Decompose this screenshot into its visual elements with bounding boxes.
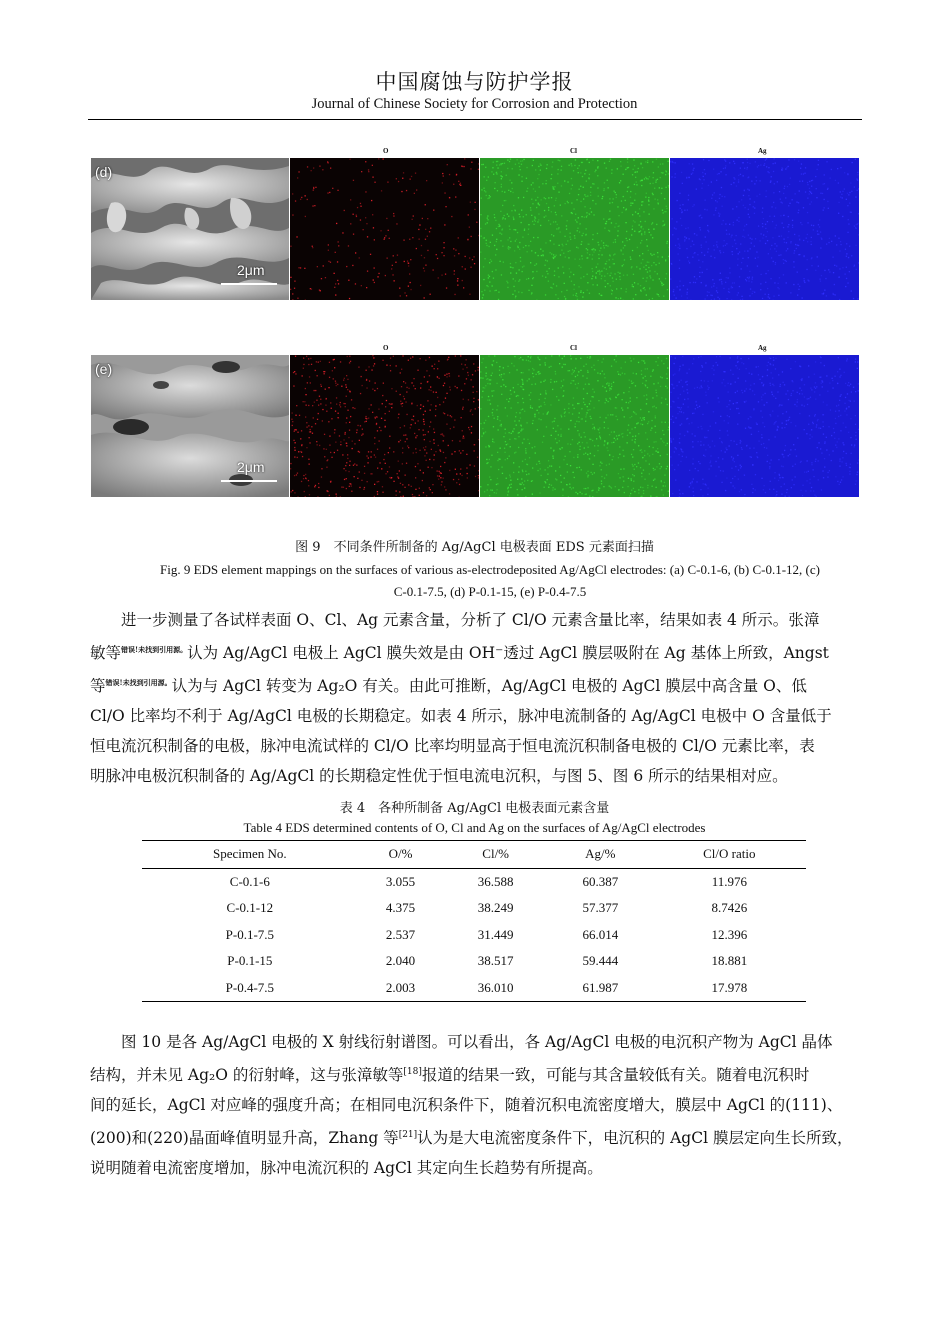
figure-caption-en: Fig. 9 EDS element mappings on the surfaces of various as-electrodeposited Ag/AgCl electrodes: (a) C-0.1-6, (b) C-0.1-12, (c) C-0.1-7.5, (d) P-0.1-15, (e) P-0.4-7.5 [160,562,820,599]
scale-bar-d [221,283,277,285]
cell: P-0.1-15 [227,953,273,969]
cell: 12.396 [711,926,748,942]
header-o: O/% [358,841,444,869]
cell: 2.040 [385,953,416,969]
citation-21: [21] [398,1130,418,1141]
cell: P-0.4-7.5 [142,975,358,1002]
table-header-row [142,841,806,869]
scale-label-e: 2μm [237,459,265,475]
table-row [142,975,806,1002]
cell: 66.014 [582,926,619,942]
cell: 2.003 [358,975,444,1002]
table-row [142,895,806,922]
cell: 17.978 [653,975,806,1002]
header-ag: Ag/% [548,841,653,869]
figure-caption-cn: 图 9 不同条件所制备的 Ag/AgCl 电极表面 EDS 元素面扫描 [295,540,654,555]
journal-title-en: Journal of Chinese Society for Corrosion and Protection [311,96,638,112]
header-ratio: Cl/O ratio [653,841,806,869]
ref-error-2: 错误!未找到引用源。 [105,678,172,688]
map-label-ag-e: Ag [758,344,767,352]
scale-label-d: 2μm [237,262,265,278]
cell: 57.377 [582,900,619,916]
eds-table [142,840,806,1002]
figure-row-d [91,158,859,300]
map-label-o-e: O [383,344,389,352]
cell: 8.7426 [711,900,748,916]
cell: 38.517 [477,953,514,969]
cell: 4.375 [385,900,416,916]
cell: 11.976 [711,873,747,889]
cell: 31.449 [477,926,514,942]
figure-row-e [91,355,859,497]
table-row [142,922,806,949]
map-label-ag-d: Ag [758,147,767,155]
map-label-o-d: O [383,147,389,155]
cell: C-0.1-12 [226,900,274,916]
cell: 60.387 [582,873,619,889]
header-rule [88,119,862,120]
eds-map-cl-d [480,158,669,300]
cell: C-0.1-6 [229,873,270,889]
cell: 3.055 [385,873,416,889]
table-caption-cn: 表 4 各种所制备 Ag/AgCl 电极表面元素含量 [339,801,610,816]
map-label-cl-e: Cl [570,344,577,352]
cell: 2.537 [385,926,416,942]
header-cl: Cl/% [443,841,548,869]
cell: 38.249 [477,900,514,916]
cell: 36.010 [443,975,548,1002]
map-label-cl-d: Cl [570,147,577,155]
sem-image-e [91,355,289,497]
table-row [142,868,806,895]
eds-map-cl-e [480,355,669,497]
ref-error-1: 错误!未找到引用源。 [121,645,188,654]
eds-map-ag-d [670,158,859,300]
cell: 36.588 [477,873,514,889]
scale-bar-e [221,480,277,482]
paragraph-results: 进一步测量了各试样表面 O、Cl、Ag 元素含量，分析了 Cl/O 元素含量比率，结果如表 4 所示。张漳 敏等$^{错误!未找到引用源。}$认为 Ag/AgCl 电极上 AgCl 膜失效是由 OH⁻透过 AgCl 膜层吸附在 Ag 基体上所致，Angst 等$^{错误!未找到引用源。}$认为与 AgCl 转变为 Ag₂O 有关。由此可推断，Ag/AgCl 电极的 AgCl 膜层中高含量 O、低 Cl/O 比率均不利于 Ag/AgCl 电极的长期稳定。如表 4 所示，脉冲电流制备的 Ag/AgCl 电极中 O 含量低于 恒电流沉积制备的电极，脉冲电流试样的 Cl/O 比率均明显高于恒电流沉积制备电极的 Cl/O 元素比率，表 明脉冲电极沉积制备的 Ag/AgCl 的长期稳定性优于恒电流电沉积，与图 5、图 6 所示的结果相对应。 [90,611,832,786]
eds-map-o-e [290,355,479,497]
panel-tag-e: (e) [95,361,113,377]
table-caption-en: Table 4 EDS determined contents of O, Cl and Ag on the surfaces of Ag/AgCl electrodes [243,820,706,835]
cell: P-0.1-7.5 [225,926,275,942]
journal-title-cn: 中国腐蚀与防护学报 [375,70,574,94]
eds-map-o-d [290,158,479,300]
sem-image-d [91,158,289,300]
cell: 18.881 [711,953,748,969]
panel-tag-d: (d) [95,164,113,180]
header-specimen: Specimen No. [142,841,358,869]
paragraph-xrd: 图 10 是各 Ag/AgCl 电极的 X 射线衍射谱图。可以看出，各 Ag/AgCl 电极的电沉积产物为 AgCl 晶体 结构，并未见 Ag₂O 的衍射峰，这与张漳敏等[18]报道的结果一致，可能与其含量较低有关。随着电沉积时 间的延长，AgCl 对应峰的强度升高；在相同电沉积条件下，随着沉积电流密度增大，膜层中 AgCl 的(111)、 (200)和(220)晶面峰值明显升高，Zhang 等[21]认为是大电流密度条件下，电沉积的 AgCl 膜层定向生长所致， 说明随着电流密度增加，脉冲电流沉积的 AgCl 其定向生长趋势有所提高。 [90,1033,853,1178]
citation-18: [18] [403,1067,422,1077]
cell: 61.987 [548,975,653,1002]
eds-map-ag-e [670,355,859,497]
table-row [142,948,806,975]
cell: 59.444 [582,953,619,969]
